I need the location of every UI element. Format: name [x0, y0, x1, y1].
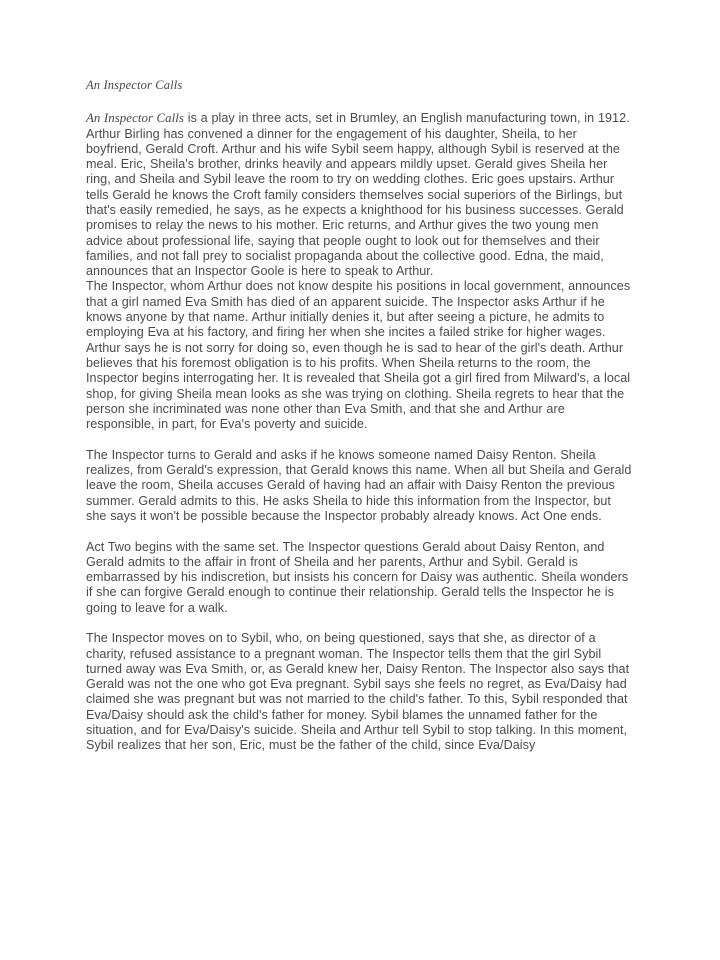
inline-work-title: An Inspector Calls — [86, 111, 184, 126]
paragraph-1-text: is a play in three acts, set in Brumley, an English manufacturing town, in 1912. Arthur Birling has convened a dinner for the engagement of his daughter, Sheila, to her boyfriend, Gerald Croft. Arthur and his wife Sybil seem happy, although Sybil is reserved at the meal. Eric, Sheila's brother, drinks heavily and appears mildly upset. Gerald gives Sheila her ring, and Sheila and Sybil leave the room to try on wedding clothes. Eric goes upstairs. Arthur tells Gerald he knows the Croft family considers themselves social superiors of the Birlings, but that's easily remedied, he says, as he expects a knighthood for his business successes. Gerald promises to relay the news to his mother. Eric returns, and Arthur gives the two young men advice about professional life, saying that people ought to look out for themselves and their families, and not fall prey to socialist propaganda about the collective good. Edna, the maid, announces that an Inspector Goole is here to speak to Arthur. — [86, 111, 630, 279]
document-heading: An Inspector Calls — [86, 78, 183, 92]
document-body — [86, 78, 634, 754]
paragraph-5: The Inspector moves on to Sybil, who, on being questioned, says that she, as director of a charity, refused assistance to a pregnant woman. The Inspector tells them that the girl Sybil turned away was Eva Smith, or, as Gerald knew her, Daisy Renton. The Inspector also says that Gerald was not the one who got Eva pregnant. Sybil says she feels no regret, as Eva/Daisy had claimed she was pregnant but was not married to the child's father. To this, Sybil responded that Eva/Daisy should ask the child's father for money. Sybil blames the unnamed father for the situation, and for Eva/Daisy's suicide. Sheila and Arthur tell Sybil to stop talking. In this moment, Sybil realizes that her son, Eric, must be the father of the child, since Eva/Daisy — [86, 631, 630, 753]
paragraph-3: The Inspector turns to Gerald and asks if he knows someone named Daisy Renton. Sheila realizes, from Gerald's expression, that Gerald knows this name. When all but Sheila and Gerald leave the room, Sheila accuses Gerald of having had an affair with Daisy Renton the previous summer. Gerald admits to this. He asks Sheila to hide this information from the Inspector, but she says it won't be possible because the Inspector probably already knows. Act One ends. — [86, 447, 632, 523]
paragraph-2: The Inspector, whom Arthur does not know despite his positions in local government, announces that a girl named Eva Smith has died of an apparent suicide. The Inspector asks Arthur if he knows anyone by that name. Arthur initially denies it, but after seeing a picture, he admits to employing Eva at his factory, and firing her when she incites a failed strike for higher wages. Arthur says he is not sorry for doing so, even though he is sad to hear of the girl's death. Arthur believes that his foremost obligation is to his profits. When Sheila returns to the room, the Inspector begins interrogating her. It is revealed that Sheila got a girl fired from Milward's, a local shop, for giving Sheila mean looks as she was trying on clothing. Sheila regrets to hear that the person she incriminated was none other than Eva Smith, and that she and Arthur are responsible, in part, for Eva's poverty and suicide. — [86, 279, 631, 432]
paragraph-1 — [86, 111, 634, 279]
paragraph-4: Act Two begins with the same set. The Inspector questions Gerald about Daisy Renton, and Gerald admits to the affair in front of Sheila and her parents, Arthur and Sybil. Gerald is embarrassed by his indiscretion, but insists his concern for Daisy was authentic. Sheila wonders if she can forgive Gerald enough to continue their relationship. Gerald tells the Inspector he is going to leave for a walk. — [86, 539, 629, 615]
